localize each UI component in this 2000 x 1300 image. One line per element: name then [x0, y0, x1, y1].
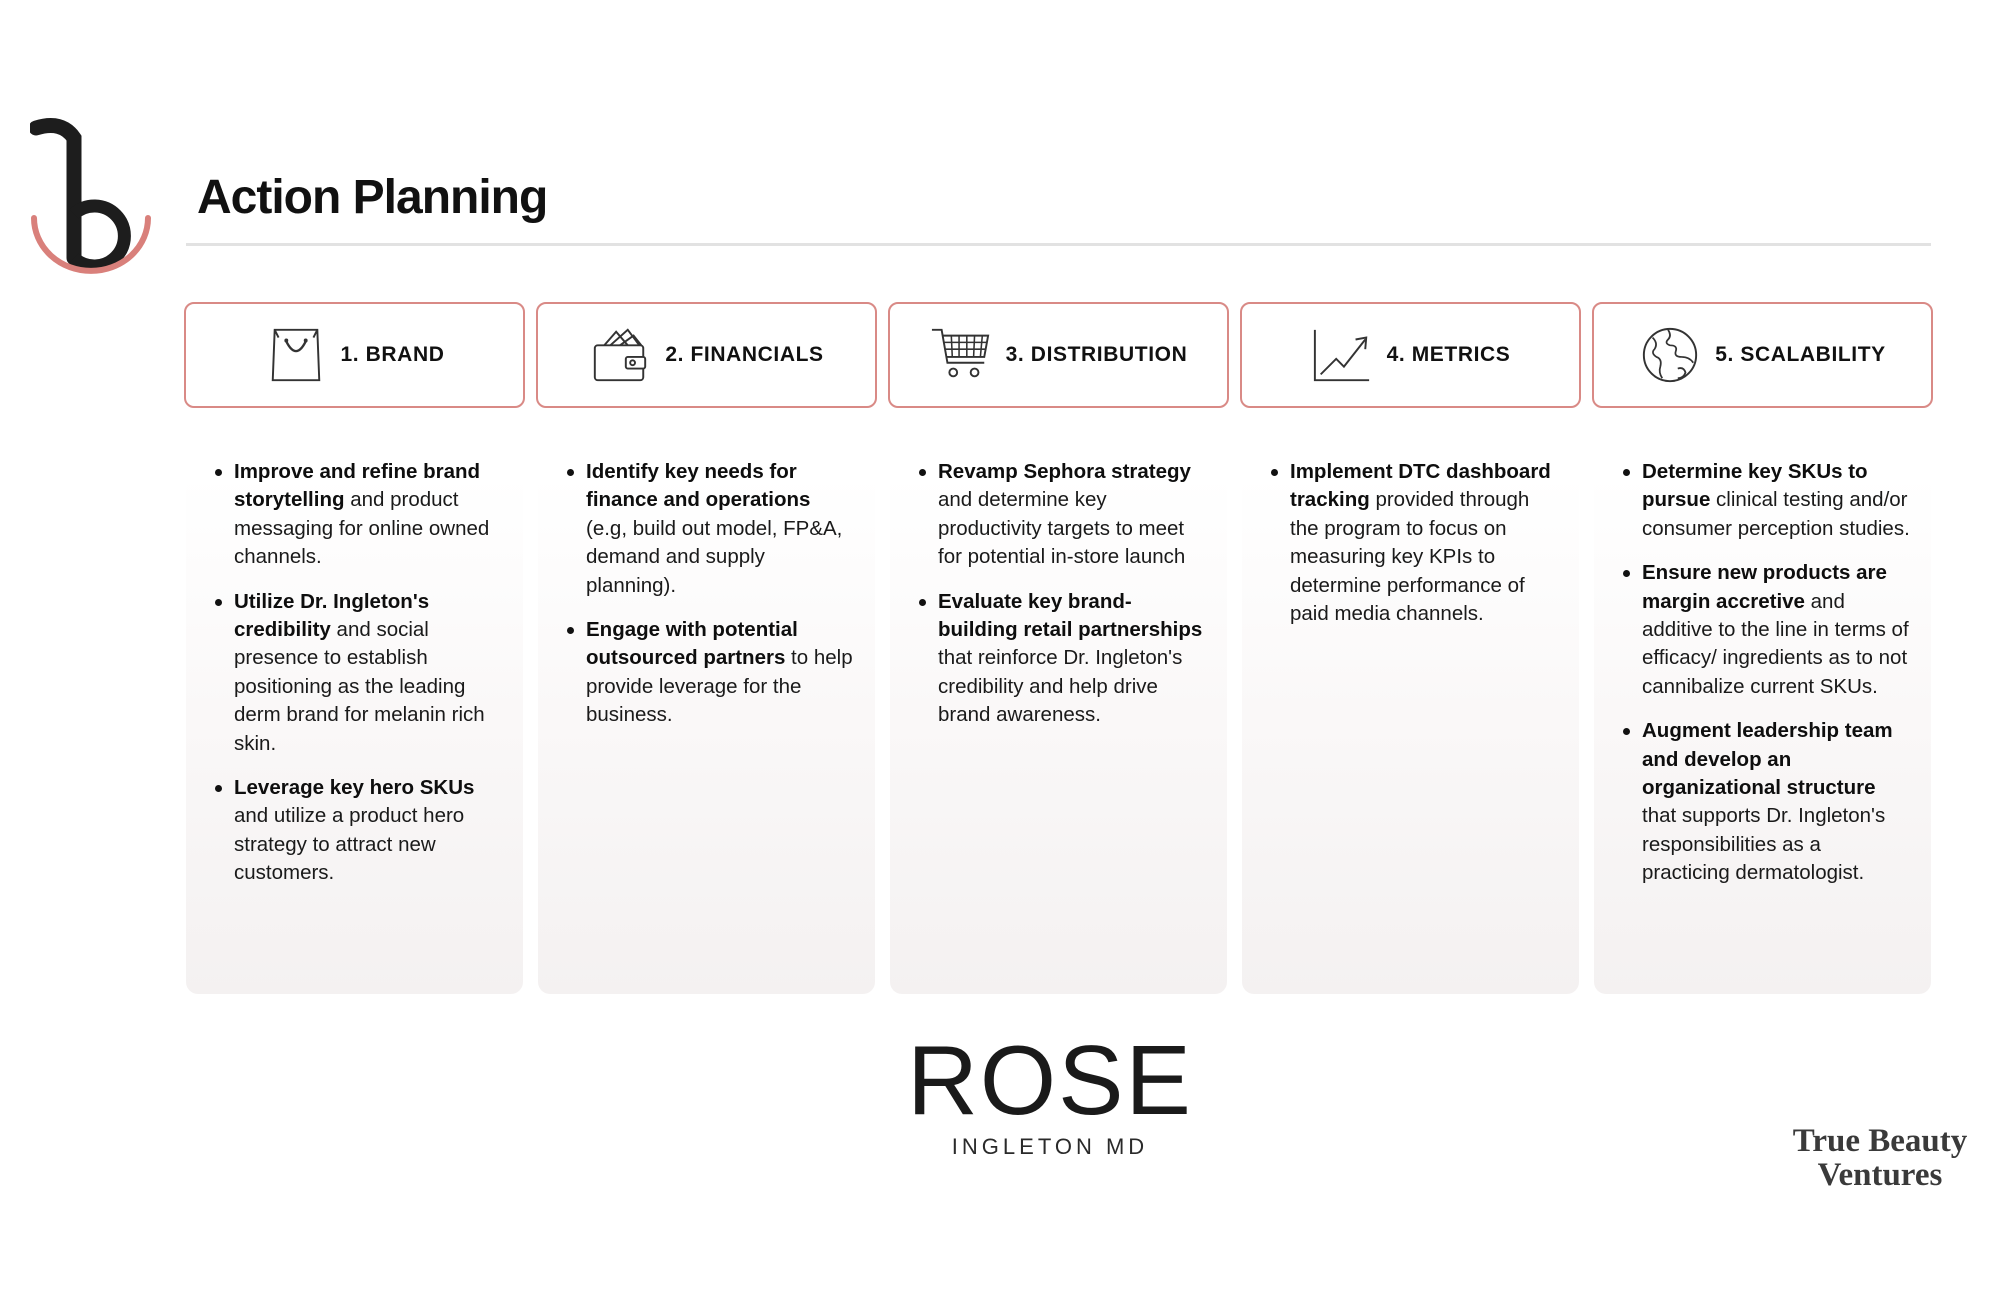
bullet-lead: Improve and refine brand storytelling [234, 460, 481, 512]
company-b-logo [30, 118, 160, 278]
action-columns [184, 302, 1932, 994]
bullet-text: provided through the program to focus on measuring key KPIs to determine performance of paid media channels. [1290, 488, 1530, 626]
bullet-lead: Implement DTC dashboard tracking [1290, 460, 1551, 512]
column-header-brand [184, 302, 525, 408]
bullet-item [566, 616, 856, 730]
bullet-item [214, 458, 504, 572]
column-distribution [888, 302, 1229, 994]
bullet-text: and additive to the line in terms of efficacy/ ingredients as to not cannibalize current SKUs. [1642, 589, 1909, 698]
column-brand [184, 302, 525, 994]
column-label: 3. DISTRIBUTION [1005, 343, 1188, 366]
globe-icon [1639, 324, 1701, 386]
bullet-text: that supports Dr. Ingleton's responsibilities as a practicing dermatologist. [1642, 804, 1886, 885]
bullet-item [918, 458, 1208, 572]
column-header-scalability [1592, 302, 1933, 408]
bullet-text: that reinforce Dr. Ingleton's credibility and help drive brand awareness. [938, 646, 1183, 727]
bullet-lead: Ensure new products are margin accretive [1642, 561, 1887, 613]
column-header-distribution [888, 302, 1229, 408]
column-label: 2. FINANCIALS [665, 343, 824, 366]
bullet-lead: Leverage key hero SKUs [234, 776, 475, 800]
bullet-lead: Evaluate key brand-building retail partnerships [938, 589, 1203, 642]
true-beauty-ventures-logo [1770, 1124, 1990, 1192]
column-financials [536, 302, 877, 994]
bullet-item [918, 588, 1208, 730]
wallet-icon [589, 324, 651, 386]
bullet-list [214, 458, 504, 904]
column-label: 4. METRICS [1386, 343, 1511, 366]
partner-line-1: True Beauty [1792, 1123, 1968, 1159]
column-label: 1. BRAND [340, 343, 445, 366]
bullet-lead: Determine key SKUs to pursue [1642, 460, 1868, 512]
bullet-list [566, 458, 856, 746]
column-label: 5. SCALABILITY [1715, 343, 1886, 366]
bullet-lead: Revamp Sephora strategy [938, 460, 1191, 483]
bullet-lead: Identify key needs for finance and operations [586, 460, 811, 512]
column-header-metrics [1240, 302, 1581, 408]
bullet-lead: Engage with potential outsourced partners [586, 618, 798, 670]
bullet-item [1270, 458, 1560, 628]
bullet-text: and determine key productivity targets to meet for potential in-store launch [938, 488, 1186, 569]
column-header-financials [536, 302, 877, 408]
bullet-text: to help provide leverage for the business. [586, 646, 853, 727]
column-scalability [1592, 302, 1933, 994]
bullet-text: (e.g, build out model, FP&A, demand and supply planning). [586, 516, 843, 597]
line-chart-icon [1311, 324, 1373, 386]
bullet-text: and utilize a product hero strategy to attract new customers. [234, 804, 465, 885]
column-metrics [1240, 302, 1581, 994]
shopping-cart-icon [930, 324, 992, 386]
bullet-item [214, 588, 504, 758]
bullet-lead: Utilize Dr. Ingleton's credibility [234, 589, 430, 642]
bullet-item [214, 774, 504, 888]
rose-ingleton-logo [700, 1025, 1400, 1160]
brand-subtitle: INGLETON MD [951, 1134, 1149, 1159]
bullet-lead: Augment leadership team and develop an organizational structure [1642, 719, 1893, 800]
bullet-list [918, 458, 1208, 746]
page-title: Action Planning [197, 171, 548, 224]
bullet-list [1622, 458, 1912, 904]
bullet-item [1622, 458, 1912, 543]
bullet-list [1270, 458, 1560, 644]
bullet-item [1622, 717, 1912, 887]
bullet-text: and product messaging for online owned channels. [234, 488, 490, 569]
title-divider [186, 243, 1931, 246]
partner-line-2: Ventures [1817, 1157, 1943, 1193]
shopping-bag-icon [265, 324, 327, 386]
brand-name: ROSE [907, 1025, 1193, 1135]
bullet-text: clinical testing and/or consumer perception studies. [1642, 488, 1910, 540]
bullet-item [1622, 559, 1912, 701]
bullet-text: and social presence to establish positioning as the leading derm brand for melanin rich skin. [234, 618, 485, 755]
bullet-item [566, 458, 856, 600]
